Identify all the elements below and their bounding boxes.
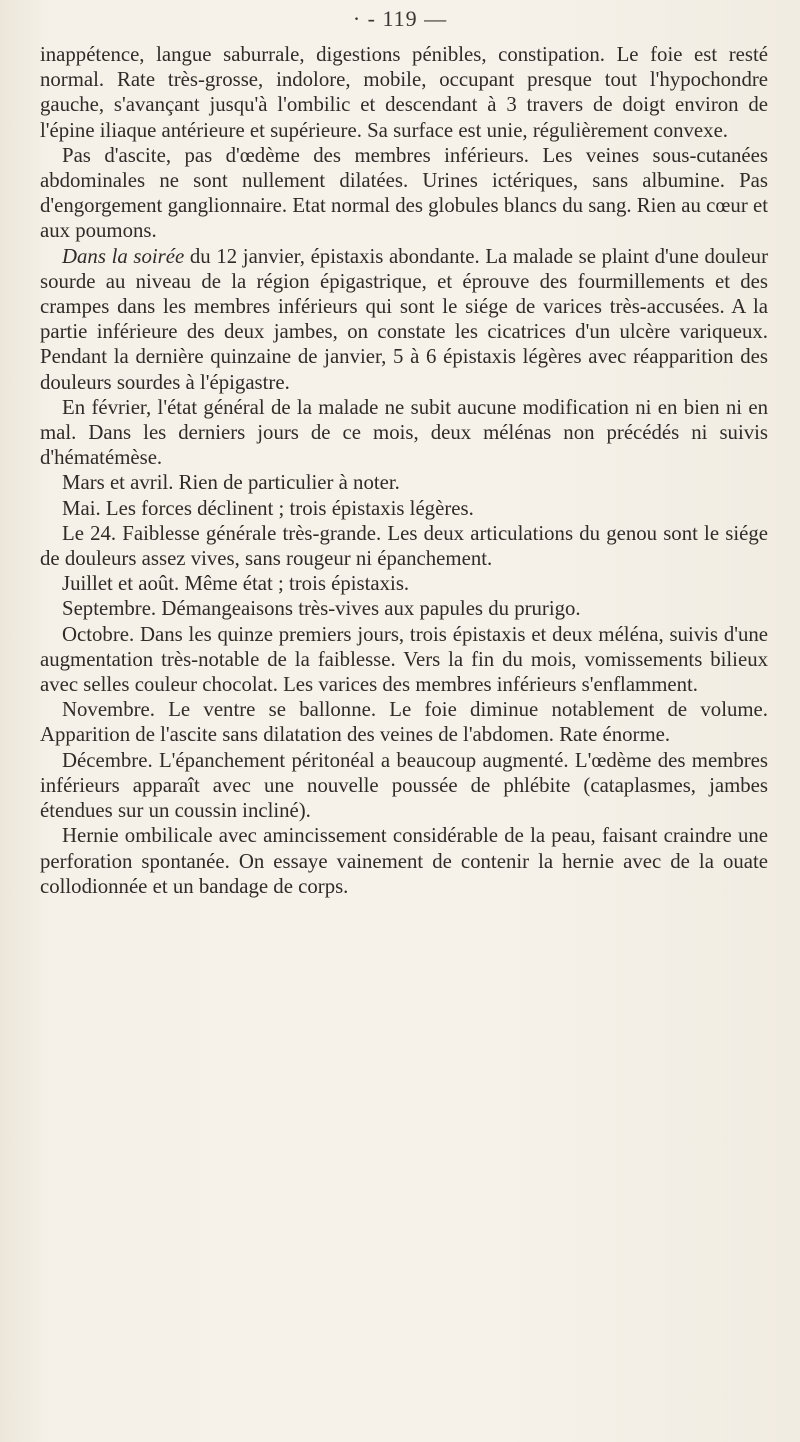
body-text bbox=[40, 42, 768, 899]
paragraph-december: Décembre. L'épanchement péritonéal a beaucoup augmenté. L'œdème des membres inférieurs apparaît avec une nouvelle poussée de phlébite (cataplasmes, jambes étendues sur un coussin incliné). bbox=[40, 748, 768, 823]
paragraph-may: Mai. Les forces déclinent ; trois épistaxis légères. bbox=[62, 496, 474, 520]
paragraph-lead-italic: Dans la soirée bbox=[62, 244, 185, 268]
paragraph-evening-january bbox=[40, 244, 768, 395]
paragraph-liver-spleen: inappétence, langue saburrale, digestions pénibles, constipation. Le foie est resté normal. Rate très-grosse, indolore, mobile, occupant presque tout l'hypochondre gauche, s'avançant jusqu'à l'ombilic et descendant à 3 travers de doigt environ de l'épine iliaque antérieure et supérieure. Sa surface est unie, régulièrement convexe. bbox=[40, 43, 768, 142]
paragraph-february: En février, l'état général de la malade ne subit aucune modification ni en bien ni en mal. Dans les derniers jours de ce mois, deux mélénas non précédés ni suivis d'hématémèse. bbox=[40, 395, 768, 470]
paragraph-evening-text: du 12 janvier, épistaxis abondante. La malade se plaint d'une douleur sourde au niveau de la région épigastrique, et éprouve des fourmillements et des crampes dans les membres inférieurs qui sont le siége de varices très-accusées. A la partie inférieure des deux jambes, on constate les cicatrices d'un ulcère variqueux. Pendant la dernière quinzaine de janvier, 5 à 6 épistaxis légères avec réapparition des douleurs sourdes à l'épigastre. bbox=[40, 244, 768, 394]
paragraph-no-ascites: Pas d'ascite, pas d'œdème des membres inférieurs. Les veines sous-cutanées abdominales ne sont nullement dilatées. Urines ictériques, sans albumine. Pas d'engorgement ganglionnaire. Etat normal des globules blancs du sang. Rien au cœur et aux poumons. bbox=[40, 143, 768, 243]
paragraph-may-24: Le 24. Faiblesse générale très-grande. Les deux articulations du genou sont le siége de douleurs assez vives, sans rougeur ni épanchement. bbox=[40, 521, 768, 571]
paragraph-october: Octobre. Dans les quinze premiers jours, trois épistaxis et deux méléna, suivis d'une augmentation très-notable de la faiblesse. Vers la fin du mois, vomissements bilieux avec selles couleur chocolat. Les varices des membres inférieurs s'enflamment. bbox=[40, 622, 768, 697]
paragraph-july-august: Juillet et août. Même état ; trois épistaxis. bbox=[62, 572, 410, 596]
paragraph-march-april: Mars et avril. Rien de particulier à noter. bbox=[62, 471, 400, 495]
page-number: · - 119 — bbox=[352, 6, 448, 31]
paragraph-november: Novembre. Le ventre se ballonne. Le foie diminue notablement de volume. Apparition de l'ascite sans dilatation des veines de l'abdomen. Rate énorme. bbox=[40, 698, 768, 747]
paragraph-umbilical-hernia: Hernie ombilicale avec amincissement considérable de la peau, faisant craindre une perforation spontanée. On essaye vainement de contenir la hernie avec de la ouate collodionnée et un bandage de corps. bbox=[40, 824, 768, 898]
paragraph-september: Septembre. Démangeaisons très-vives aux papules du prurigo. bbox=[62, 597, 581, 621]
